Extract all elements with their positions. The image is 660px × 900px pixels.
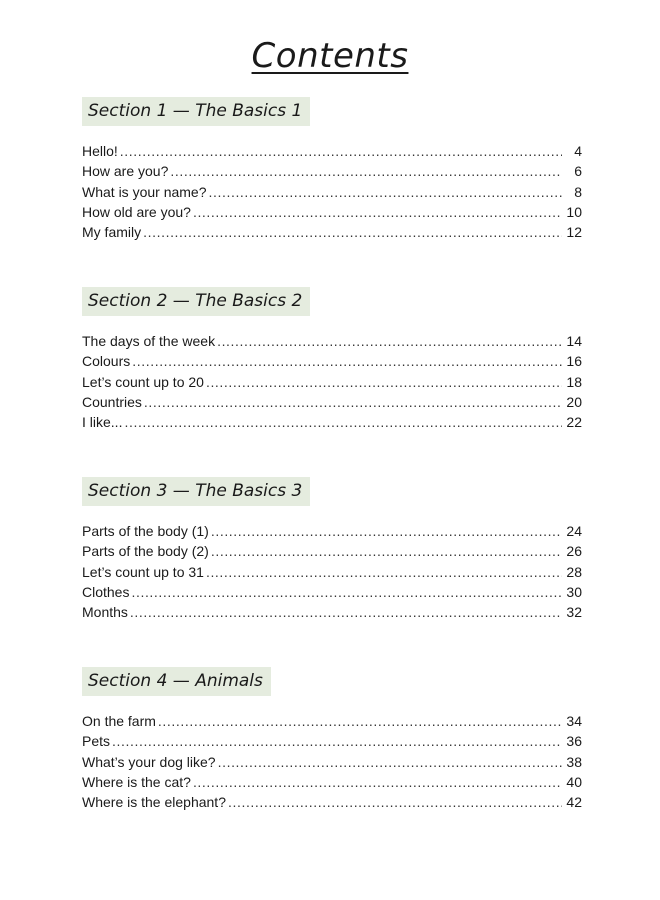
toc-entry[interactable] — [82, 754, 582, 774]
entry-title: Parts of the body (1) — [82, 523, 209, 539]
toc-entry[interactable] — [82, 353, 582, 373]
entry-title: Where is the cat? — [82, 773, 191, 790]
entry-title: Hello! — [82, 143, 118, 159]
page-number: 10 — [566, 203, 582, 220]
entry-title: Colours — [82, 353, 131, 370]
page-number: 40 — [566, 773, 582, 790]
dot-leader — [217, 333, 562, 349]
entry-title: The days of the week — [82, 333, 216, 349]
toc-entry[interactable] — [82, 204, 582, 224]
toc-entry[interactable] — [82, 394, 582, 414]
toc-section-4 — [82, 667, 582, 814]
section-heading: Section 2 — The Basics 2 — [82, 287, 310, 316]
entry-title: What is your name? — [82, 183, 207, 200]
section-heading: Section 1 — The Basics 1 — [82, 97, 310, 126]
toc-entry[interactable] — [82, 224, 582, 244]
toc-section-2 — [82, 287, 582, 434]
entry-title: Let’s count up to 20 — [82, 373, 204, 390]
entry-title: How are you? — [82, 163, 169, 180]
toc-entry[interactable] — [82, 713, 582, 733]
dot-leader — [193, 774, 562, 790]
page-number: 14 — [566, 333, 582, 349]
page-number: 22 — [566, 414, 582, 431]
dot-leader — [209, 184, 563, 200]
toc-entry[interactable] — [82, 523, 582, 543]
entry-list — [82, 523, 582, 624]
toc-entry[interactable] — [82, 774, 582, 794]
page-number: 4 — [574, 143, 582, 159]
dot-leader — [193, 204, 562, 220]
dot-leader — [132, 353, 562, 369]
entry-title: Where is the elephant? — [82, 794, 226, 811]
dot-leader — [158, 713, 562, 729]
dot-leader — [143, 224, 562, 240]
entry-title: Clothes — [82, 583, 130, 600]
toc-entry[interactable] — [82, 163, 582, 183]
dot-leader — [218, 754, 562, 770]
page-number: 20 — [566, 393, 582, 410]
entry-title: Parts of the body (2) — [82, 543, 209, 560]
page-number: 16 — [566, 353, 582, 370]
page-number: 24 — [566, 523, 582, 539]
entry-title: What’s your dog like? — [82, 753, 216, 770]
toc-entry[interactable] — [82, 143, 582, 163]
entry-list — [82, 333, 582, 434]
toc-section-1 — [82, 97, 582, 244]
toc-entry[interactable] — [82, 374, 582, 394]
page-number: 8 — [574, 183, 582, 200]
toc-entry[interactable] — [82, 564, 582, 584]
page-number: 18 — [566, 373, 582, 390]
entry-title: Months — [82, 604, 128, 621]
toc-section-3 — [82, 477, 582, 624]
page-title: Contents — [251, 36, 409, 76]
dot-leader — [144, 394, 562, 410]
entry-title: My family — [82, 224, 142, 241]
dot-leader — [124, 414, 562, 430]
toc-entry[interactable] — [82, 604, 582, 624]
dot-leader — [211, 543, 562, 559]
entry-title: On the farm — [82, 713, 156, 729]
entry-title: Countries — [82, 393, 142, 410]
toc-entry[interactable] — [82, 794, 582, 814]
toc-entry[interactable] — [82, 584, 582, 604]
entry-title: I like... — [82, 414, 123, 431]
entry-list — [82, 143, 582, 244]
toc-entry[interactable] — [82, 733, 582, 753]
page-number: 12 — [566, 224, 582, 241]
toc-entry[interactable] — [82, 184, 582, 204]
dot-leader — [170, 163, 562, 179]
page-number: 34 — [566, 713, 582, 729]
toc-entry[interactable] — [82, 543, 582, 563]
entry-title: Let’s count up to 31 — [82, 563, 204, 580]
page-number: 42 — [566, 794, 582, 811]
dot-leader — [130, 604, 562, 620]
toc-entry[interactable] — [82, 414, 582, 434]
page-number: 6 — [574, 163, 582, 180]
page-number: 28 — [566, 563, 582, 580]
dot-leader — [206, 564, 562, 580]
page-number: 30 — [566, 583, 582, 600]
dot-leader — [211, 523, 562, 539]
entry-list — [82, 713, 582, 814]
entry-title: How old are you? — [82, 203, 191, 220]
dot-leader — [228, 794, 562, 810]
page-number: 36 — [566, 733, 582, 750]
entry-title: Pets — [82, 733, 111, 750]
dot-leader — [206, 374, 562, 390]
section-heading: Section 3 — The Basics 3 — [82, 477, 310, 506]
page-number: 32 — [566, 604, 582, 621]
dot-leader — [120, 143, 562, 159]
dot-leader — [112, 733, 562, 749]
dot-leader — [131, 584, 562, 600]
section-heading: Section 4 — Animals — [82, 667, 271, 696]
page-number: 26 — [566, 543, 582, 560]
toc-entry[interactable] — [82, 333, 582, 353]
page-number: 38 — [566, 753, 582, 770]
